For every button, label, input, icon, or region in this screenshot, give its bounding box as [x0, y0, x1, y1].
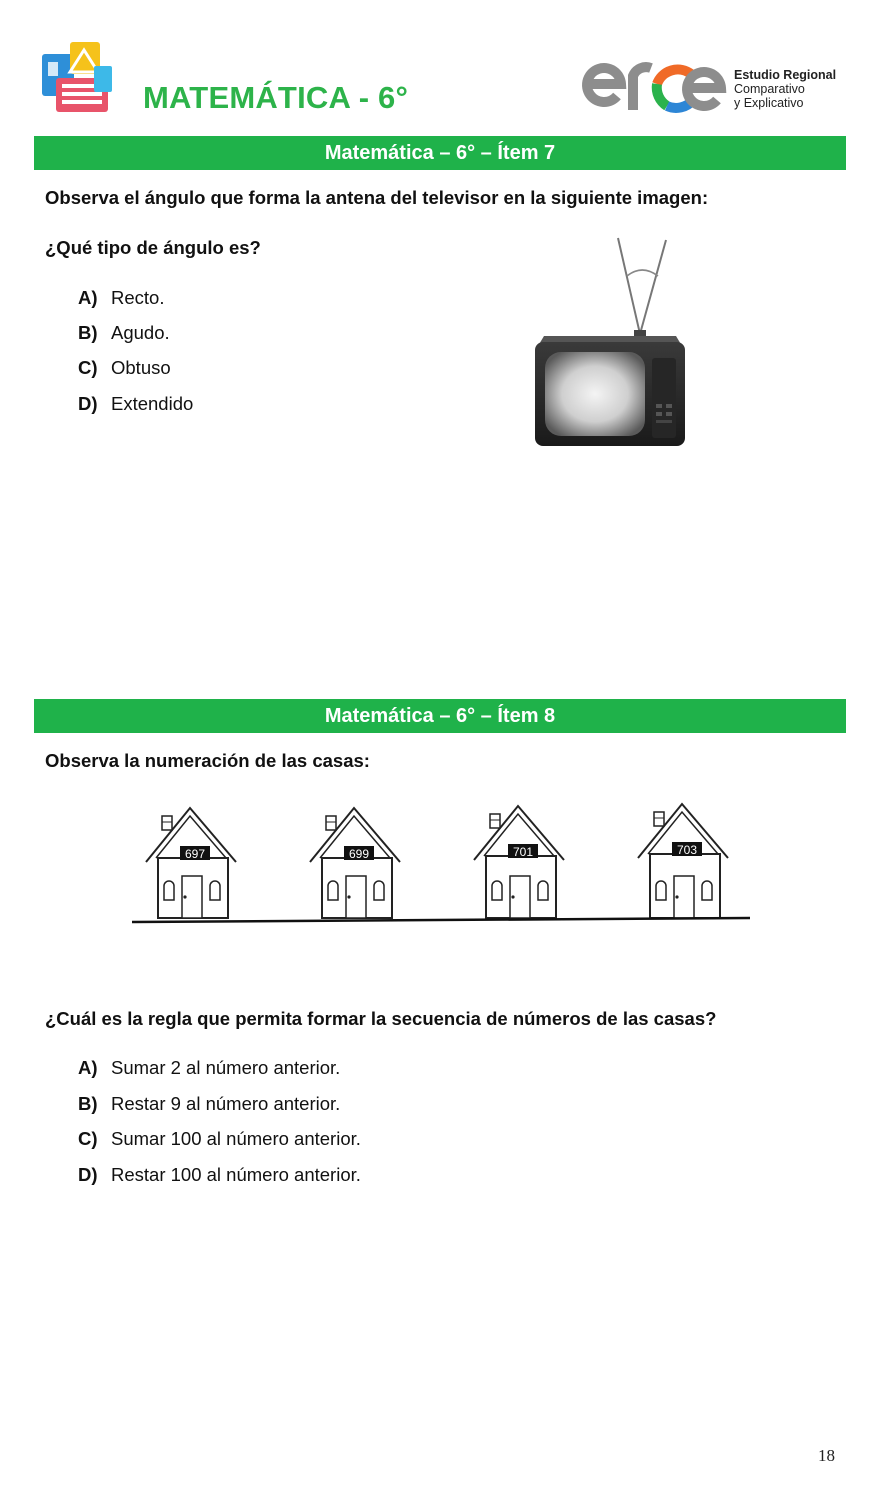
- erce-caption-line-2: Comparativo: [734, 82, 805, 96]
- option-text: Sumar 100 al número anterior.: [111, 1128, 361, 1149]
- page-number: 18: [818, 1446, 835, 1465]
- page-title: MATEMÁTICA - 6°: [143, 80, 409, 115]
- option-letter: A): [78, 287, 98, 308]
- option-letter: B): [78, 1093, 98, 1114]
- house-number-4: 703: [676, 843, 698, 857]
- item7-option-a[interactable]: [78, 287, 164, 309]
- option-text: Restar 100 al número anterior.: [111, 1164, 361, 1185]
- house-number-3: 701: [512, 845, 534, 859]
- erce-caption: [734, 68, 836, 110]
- television-image: [530, 234, 690, 450]
- item7-header-bar: Matemática – 6° – Ítem 7: [34, 136, 846, 170]
- item8-option-b[interactable]: [78, 1093, 340, 1115]
- item8-option-c[interactable]: [78, 1128, 361, 1150]
- option-text: Extendido: [111, 393, 194, 414]
- item8-option-a[interactable]: [78, 1057, 340, 1079]
- item7-option-b[interactable]: [78, 322, 170, 344]
- item8-question: ¿Cuál es la regla que permita formar la secuencia de números de las casas?: [45, 1008, 717, 1029]
- option-text: Restar 9 al número anterior.: [111, 1093, 341, 1114]
- item7-option-c[interactable]: [78, 357, 171, 379]
- house-3: [474, 806, 564, 918]
- houses-illustration: [128, 798, 754, 930]
- erce-caption-line-1: Estudio Regional: [734, 68, 837, 82]
- option-letter: D): [78, 1164, 98, 1185]
- item7-question: ¿Qué tipo de ángulo es?: [45, 237, 261, 258]
- erce-logo: [581, 50, 729, 128]
- option-text: Recto.: [111, 287, 165, 308]
- house-1: [146, 808, 236, 918]
- item8-header-bar: Matemática – 6° – Ítem 8: [34, 699, 846, 733]
- item7-option-d[interactable]: [78, 393, 193, 415]
- erce-caption-line-3: y Explicativo: [734, 96, 804, 110]
- option-letter: C): [78, 1128, 98, 1149]
- option-letter: D): [78, 393, 98, 414]
- option-letter: C): [78, 357, 98, 378]
- option-text: Obtuso: [111, 357, 171, 378]
- item7-instruction: Observa el ángulo que forma la antena del televisor en la siguiente imagen:: [45, 187, 709, 208]
- house-number-1: 697: [184, 847, 206, 861]
- house-2: [310, 808, 400, 918]
- option-text: Sumar 2 al número anterior.: [111, 1057, 341, 1078]
- item8-instruction: Observa la numeración de las casas:: [45, 750, 370, 771]
- option-letter: B): [78, 322, 98, 343]
- math-subject-icon: [40, 42, 116, 114]
- item8-option-d[interactable]: [78, 1164, 361, 1186]
- house-number-2: 699: [348, 847, 370, 861]
- house-4: [638, 804, 728, 918]
- option-letter: A): [78, 1057, 98, 1078]
- option-text: Agudo.: [111, 322, 170, 343]
